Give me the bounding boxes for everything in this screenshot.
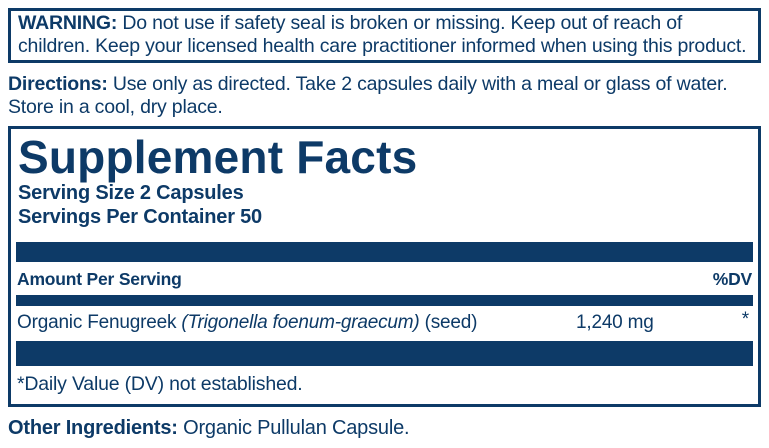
servings-per-container: Servings Per Container 50 bbox=[18, 206, 262, 228]
other-ingredients-label: Other Ingredients: bbox=[8, 417, 178, 439]
dv-footnote: *Daily Value (DV) not established. bbox=[17, 373, 303, 395]
directions-text: Use only as directed. Take 2 capsules daily with a meal or glass of water. Store in a cool, dry place. bbox=[8, 73, 728, 118]
ingredient-name: Organic Fenugreek (Trigonella foenum-graecum) (seed) bbox=[17, 312, 478, 333]
percent-dv-header: %DV bbox=[712, 269, 752, 289]
divider-bar-bottom bbox=[16, 341, 753, 366]
ingredient-dv: * bbox=[741, 309, 749, 330]
ingredient-amount: 1,240 mg bbox=[576, 312, 654, 333]
ingredient-latin-name: (Trigonella foenum-graecum) bbox=[181, 312, 420, 333]
directions-section bbox=[8, 73, 759, 119]
divider-bar-top bbox=[16, 242, 753, 262]
warning-label: WARNING: bbox=[18, 12, 118, 34]
supplement-facts-panel bbox=[8, 126, 761, 407]
other-ingredients-section bbox=[8, 416, 761, 440]
serving-size: Serving Size 2 Capsules bbox=[18, 182, 244, 204]
warning-text: Do not use if safety seal is broken or missing. Keep out of reach of children. Keep your licensed health care practitioner informed when using this product. bbox=[18, 12, 747, 57]
other-ingredients-text: Organic Pullulan Capsule. bbox=[183, 417, 410, 439]
ingredient-row bbox=[16, 306, 753, 341]
supplement-label bbox=[0, 8, 769, 440]
divider-bar-middle bbox=[16, 295, 753, 306]
directions-label: Directions: bbox=[8, 73, 108, 95]
facts-header-row bbox=[16, 262, 753, 295]
panel-title: Supplement Facts bbox=[18, 131, 418, 183]
warning-box bbox=[8, 8, 761, 63]
amount-per-serving-header: Amount Per Serving bbox=[17, 269, 182, 289]
ingredient-plant-part: (seed) bbox=[424, 312, 478, 333]
